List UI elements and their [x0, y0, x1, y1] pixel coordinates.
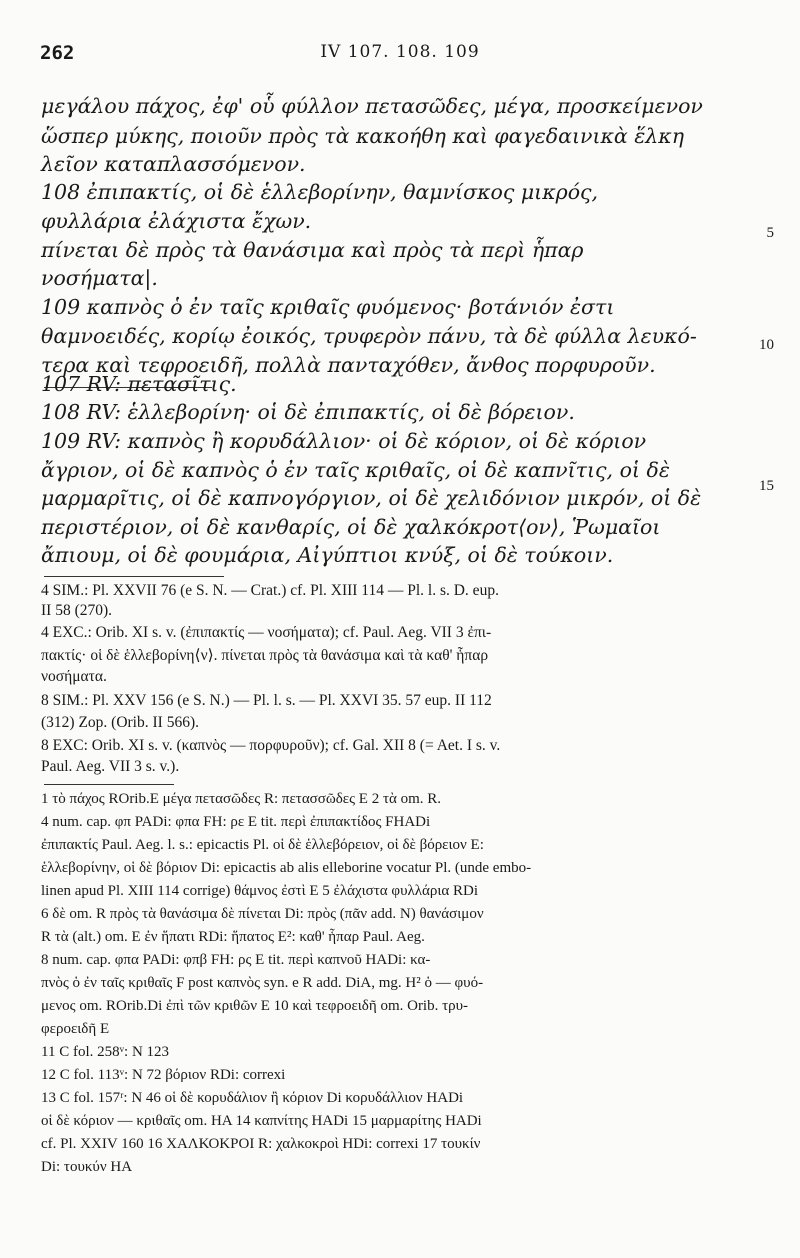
- apparatus-line: μενος om. ROrib.Di ἐπὶ τῶν κριθῶν E 10 καὶ τεφροειδῆ om. Orib. τρυ-: [41, 998, 469, 1014]
- apparatus-line: οἱ δὲ κόριον — κριθαῖς om. HA 14 καπνίτης HADi 15 μαρμαρίτης HADi: [41, 1113, 482, 1129]
- apparatus-names-line: ἄπιουμ, οἱ δὲ φουμάρια, Αἰγύπτιοι κνύξ, οἱ δὲ τούκοιν.: [41, 543, 614, 567]
- separator-rule: [44, 576, 224, 577]
- apparatus-names-line: μαρμαρῖτις, οἱ δὲ καπνογόργιον, οἱ δὲ χελιδόνιον μικρόν, οἱ δὲ: [41, 486, 702, 510]
- apparatus-line: linen apud Pl. XIII 114 corrige) θάμνος ἐστὶ E 5 ἐλάχιστα φυλλάρια RDi: [41, 883, 479, 899]
- apparatus-names-line: περιστέριον, οἱ δὲ κανθαρίς, οἱ δὲ χαλκόκροτ⟨ον⟩, Ῥωμαῖοι: [41, 515, 661, 539]
- main-text-line: 108 ἐπιπακτίς, οἱ δὲ ἑλλεβορίνην, θαμνίσκος μικρός,: [41, 180, 599, 204]
- apparatus-line: cf. Pl. XXIV 160 16 ΧΑΛΚΟΚΡΟΙ R: χαλκοκροὶ HDi: correxi 17 τουκίν: [41, 1136, 481, 1152]
- apparatus-line: φεροειδῆ E: [41, 1021, 110, 1037]
- source-line: (312) Zop. (Orib. II 566).: [41, 714, 199, 731]
- separator-rule: [44, 784, 174, 785]
- source-line: 4 SIM.: Pl. XXVII 76 (e S. N. — Crat.) cf. Pl. XIII 114 — Pl. l. s. D. eup.: [41, 582, 499, 599]
- source-line: II 58 (270).: [41, 602, 113, 619]
- apparatus-line: 12 C fol. 113ᵛ: N 72 βόριον RDi: correxi: [41, 1067, 286, 1083]
- apparatus-names-line: 108 RV: ἑλλεβορίνη· οἱ δὲ ἐπιπακτίς, οἱ δὲ βόρειον.: [41, 400, 575, 424]
- apparatus-line: 8 num. cap. φπα PADi: φπβ FH: ρς E tit. περὶ καπνοῦ HADi: κα-: [41, 952, 431, 968]
- apparatus-line: R τὰ (alt.) om. E ἐν ἥπατι RDi: ἥπατος E²: καθ' ἧπαρ Paul. Aeg.: [41, 929, 425, 945]
- source-line: Paul. Aeg. VII 3 s. v.).: [41, 758, 180, 775]
- main-text-line: νοσήματα|.: [41, 266, 158, 290]
- running-head: IV 107. 108. 109: [320, 42, 480, 62]
- source-line: 8 SIM.: Pl. XXV 156 (e S. N.) — Pl. l. s. — Pl. XXVI 35. 57 eup. II 112: [41, 692, 492, 709]
- apparatus-line: 11 C fol. 258ᵛ: N 123: [41, 1044, 170, 1060]
- page-number: 262: [40, 42, 75, 64]
- main-text-line: μεγάλου πάχος, ἐφ' οὗ φύλλον πετασῶδες, μέγα, προσκείμενον: [41, 94, 703, 118]
- source-line: 8 EXC: Orib. XI s. v. (καπνὸς — πορφυροῦν); cf. Gal. XII 8 (= Aet. I s. v.: [41, 737, 501, 754]
- apparatus-line: ἑλλεβορίνην, οἱ δὲ βόριον Di: epicactis ab alis elleborine vocatur Pl. (unde embo-: [41, 860, 532, 876]
- apparatus-names-line: ἄγριον, οἱ δὲ καπνὸς ὁ ἐν ταῖς κριθαῖς, οἱ δὲ καπνῖτις, οἱ δὲ: [41, 458, 670, 482]
- apparatus-line: 13 C fol. 157ʳ: N 46 οἱ δὲ κορυδάλιον ἢ κόριον Di κορυδάλλιον HADi: [41, 1090, 464, 1106]
- line-number: 10: [759, 337, 774, 353]
- main-text-line: λεῖον καταπλασσόμενον.: [41, 152, 306, 176]
- apparatus-line: ἐπιπακτίς Paul. Aeg. l. s.: epicactis Pl. οἱ δὲ ἑλλεβόρειον, οἱ δὲ βόρειον E:: [41, 837, 484, 853]
- page-header: [40, 42, 760, 72]
- main-text-line: θαμνοειδές, κορίῳ ἐοικός, τρυφερὸν πάνυ, τὰ δὲ φύλλα λευκό-: [41, 324, 697, 348]
- apparatus-names-line: 107 RV: πετασῖτις.: [41, 372, 237, 396]
- line-number: 15: [759, 478, 774, 494]
- line-number: 5: [766, 225, 774, 241]
- apparatus-line: 1 τὸ πάχος ROrib.E μέγα πετασῶδες R: πετασσῶδες E 2 τὰ om. R.: [41, 791, 441, 807]
- apparatus-line: 6 δὲ om. R πρὸς τὰ θανάσιμα δὲ πίνεται Di: πρὸς (πᾶν add. N) θανάσιμον: [41, 906, 484, 922]
- main-text-line: 109 καπνὸς ὁ ἐν ταῖς κριθαῖς φυόμενος· βοτάνιόν ἐστι: [41, 295, 615, 319]
- main-text-line: τερα καὶ τεφροειδῆ, πολλὰ πανταχόθεν, ἄνθος πορφυροῦν.: [41, 353, 656, 377]
- apparatus-line: Di: τουκύν HA: [41, 1159, 133, 1175]
- main-text-line: φυλλάρια ἐλάχιστα ἔχων.: [41, 209, 312, 233]
- apparatus-line: 4 num. cap. φπ PADi: φπα FH: ρε E tit. περὶ ἐπιπακτίδος FHADi: [41, 814, 431, 830]
- source-line: 4 EXC.: Orib. XI s. v. (ἐπιπακτίς — νοσήματα); cf. Paul. Aeg. VII 3 ἐπι-: [41, 624, 492, 641]
- apparatus-line: πνὸς ὁ ἐν ταῖς κριθαῖς F post καπνὸς syn. e R add. DiA, mg. H² ὁ — φυό-: [41, 975, 484, 991]
- source-line: πακτίς· οἱ δὲ ἑλλεβορίνη⟨ν⟩. πίνεται πρὸς τὰ θανάσιμα καὶ τὰ καθ' ἧπαρ: [41, 647, 489, 664]
- source-line: νοσήματα.: [41, 668, 107, 685]
- main-text-line: ὥσπερ μύκης, ποιοῦν πρὸς τὰ κακοήθη καὶ φαγεδαινικὰ ἕλκη: [41, 124, 685, 148]
- apparatus-names-line: 109 RV: καπνὸς ἢ κορυδάλλιον· οἱ δὲ κόριον, οἱ δὲ κόριον: [41, 429, 647, 453]
- main-text-line: πίνεται δὲ πρὸς τὰ θανάσιμα καὶ πρὸς τὰ περὶ ἧπαρ: [41, 238, 584, 262]
